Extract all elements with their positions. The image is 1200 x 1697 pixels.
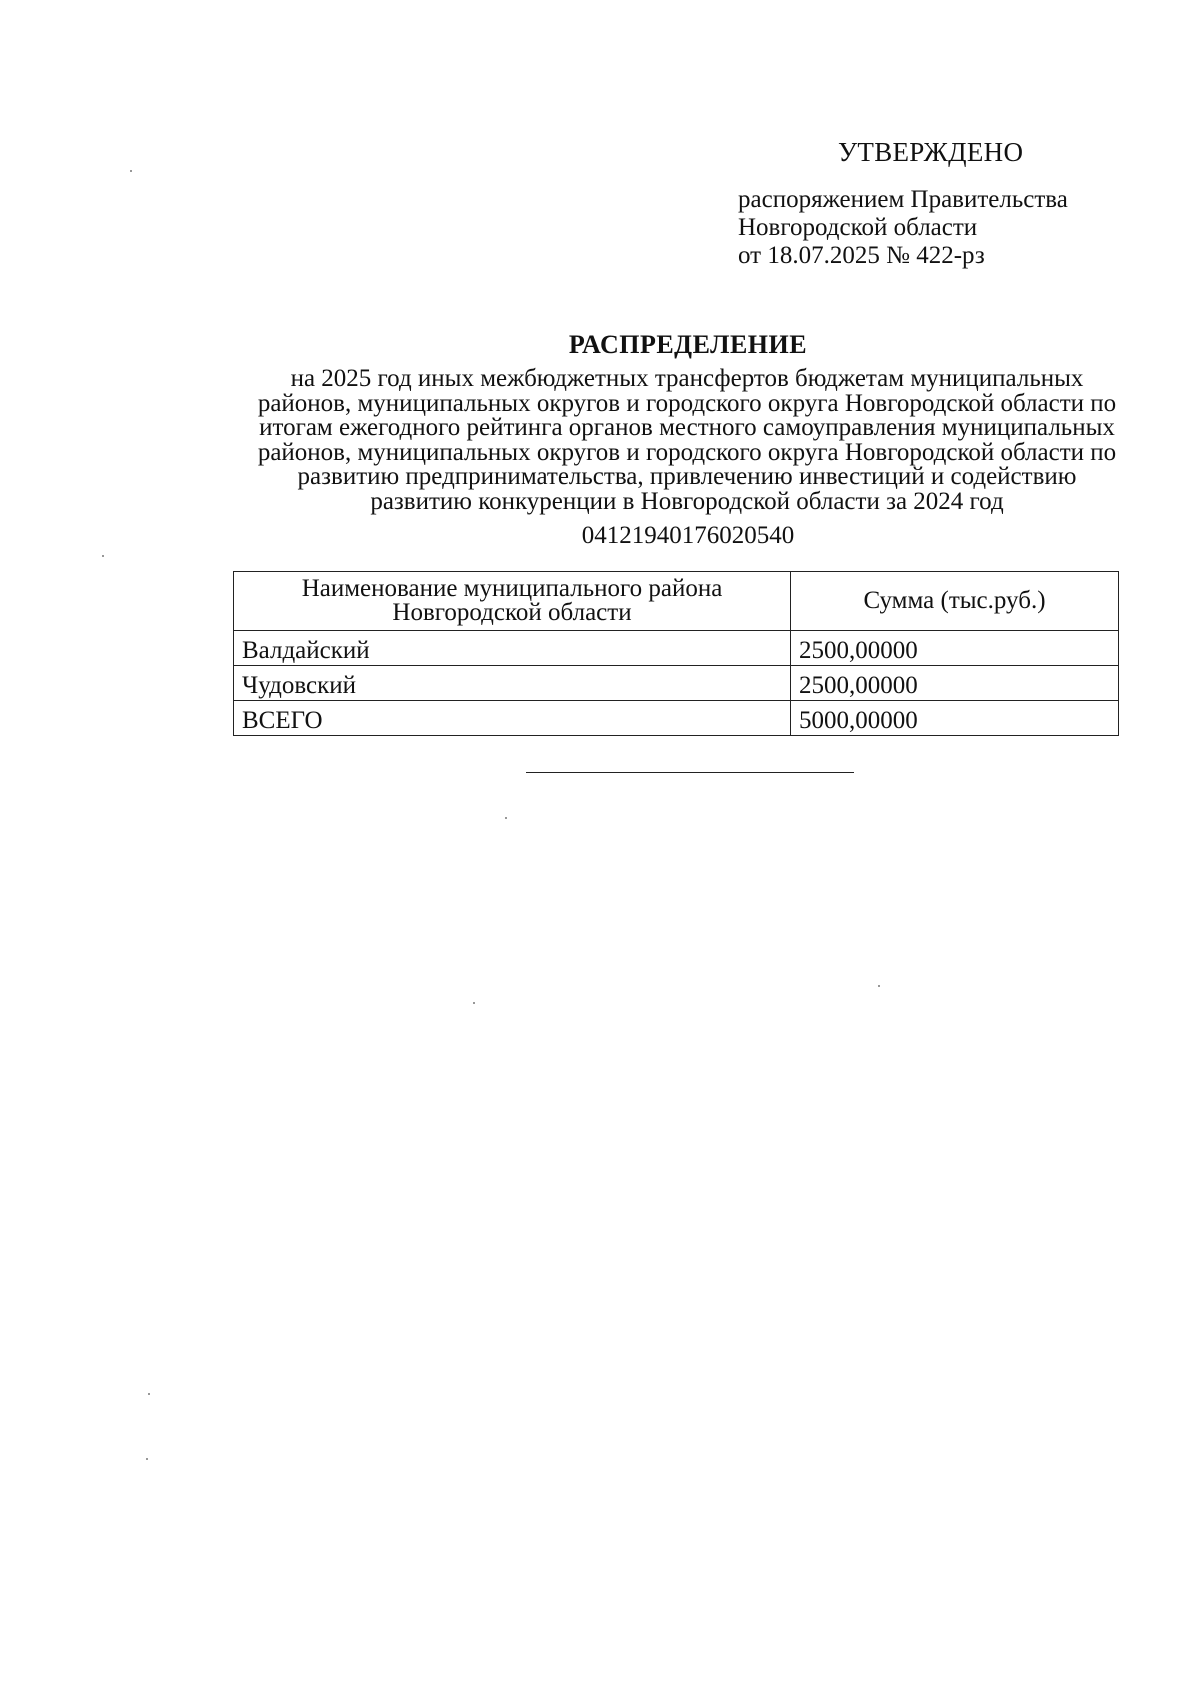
scan-speck [878,985,880,987]
subtitle-line: развитию предпринимательства, привлечению инвестиций и содействию [297,463,1077,490]
scan-speck [505,817,507,819]
scan-speck [148,1393,150,1395]
scan-speck [473,1002,475,1004]
scan-speck [146,1458,148,1460]
header-district-name [234,572,791,631]
approval-line: распоряжением Правительства [738,186,1068,213]
approval-heading: УТВЕРЖДЕНО [838,137,1024,167]
subtitle-line: районов, муниципальных округов и городского округа Новгородской области по [257,438,1117,466]
approval-date-number: от 18.07.2025 № 422-рз [738,242,985,269]
scan-speck [130,170,132,172]
subtitle-line: районов, муниципальных округов и городского округа Новгородской области по [257,389,1117,417]
table-row [234,631,1119,666]
document-title: РАСПРЕДЕЛЕНИЕ [568,330,808,359]
subtitle-line: развитию конкуренции в Новгородской области за 2024 год [370,487,1004,515]
document-subtitle [232,367,1142,514]
approval-stamp [738,138,1138,270]
end-of-document-rule [526,772,854,773]
header-amount: Сумма (тыс.руб.) [791,572,1119,631]
district-name-cell: Чудовский [234,666,791,701]
amount-cell: 2500,00000 [791,631,1119,666]
approval-line: Новгородской области [738,214,978,241]
total-amount-cell: 5000,00000 [791,701,1119,736]
budget-classification-code: 04121940176020540 [581,522,795,549]
district-name-cell: Валдайский [234,631,791,666]
scan-speck [102,555,104,557]
total-label-cell: ВСЕГО [234,701,791,736]
distribution-table [233,571,1119,736]
table-total-row [234,701,1119,736]
amount-cell: 2500,00000 [791,666,1119,701]
subtitle-line: итогам ежегодного рейтинга органов местного самоуправления муниципальных [259,414,1115,441]
header-name-line: Наименование муниципального района [301,575,723,602]
header-name-line: Новгородской области [392,599,632,626]
table-row [234,666,1119,701]
table-header-row [234,572,1119,631]
subtitle-line: на 2025 год иных межбюджетных трансфертов бюджетам муниципальных [290,365,1084,392]
